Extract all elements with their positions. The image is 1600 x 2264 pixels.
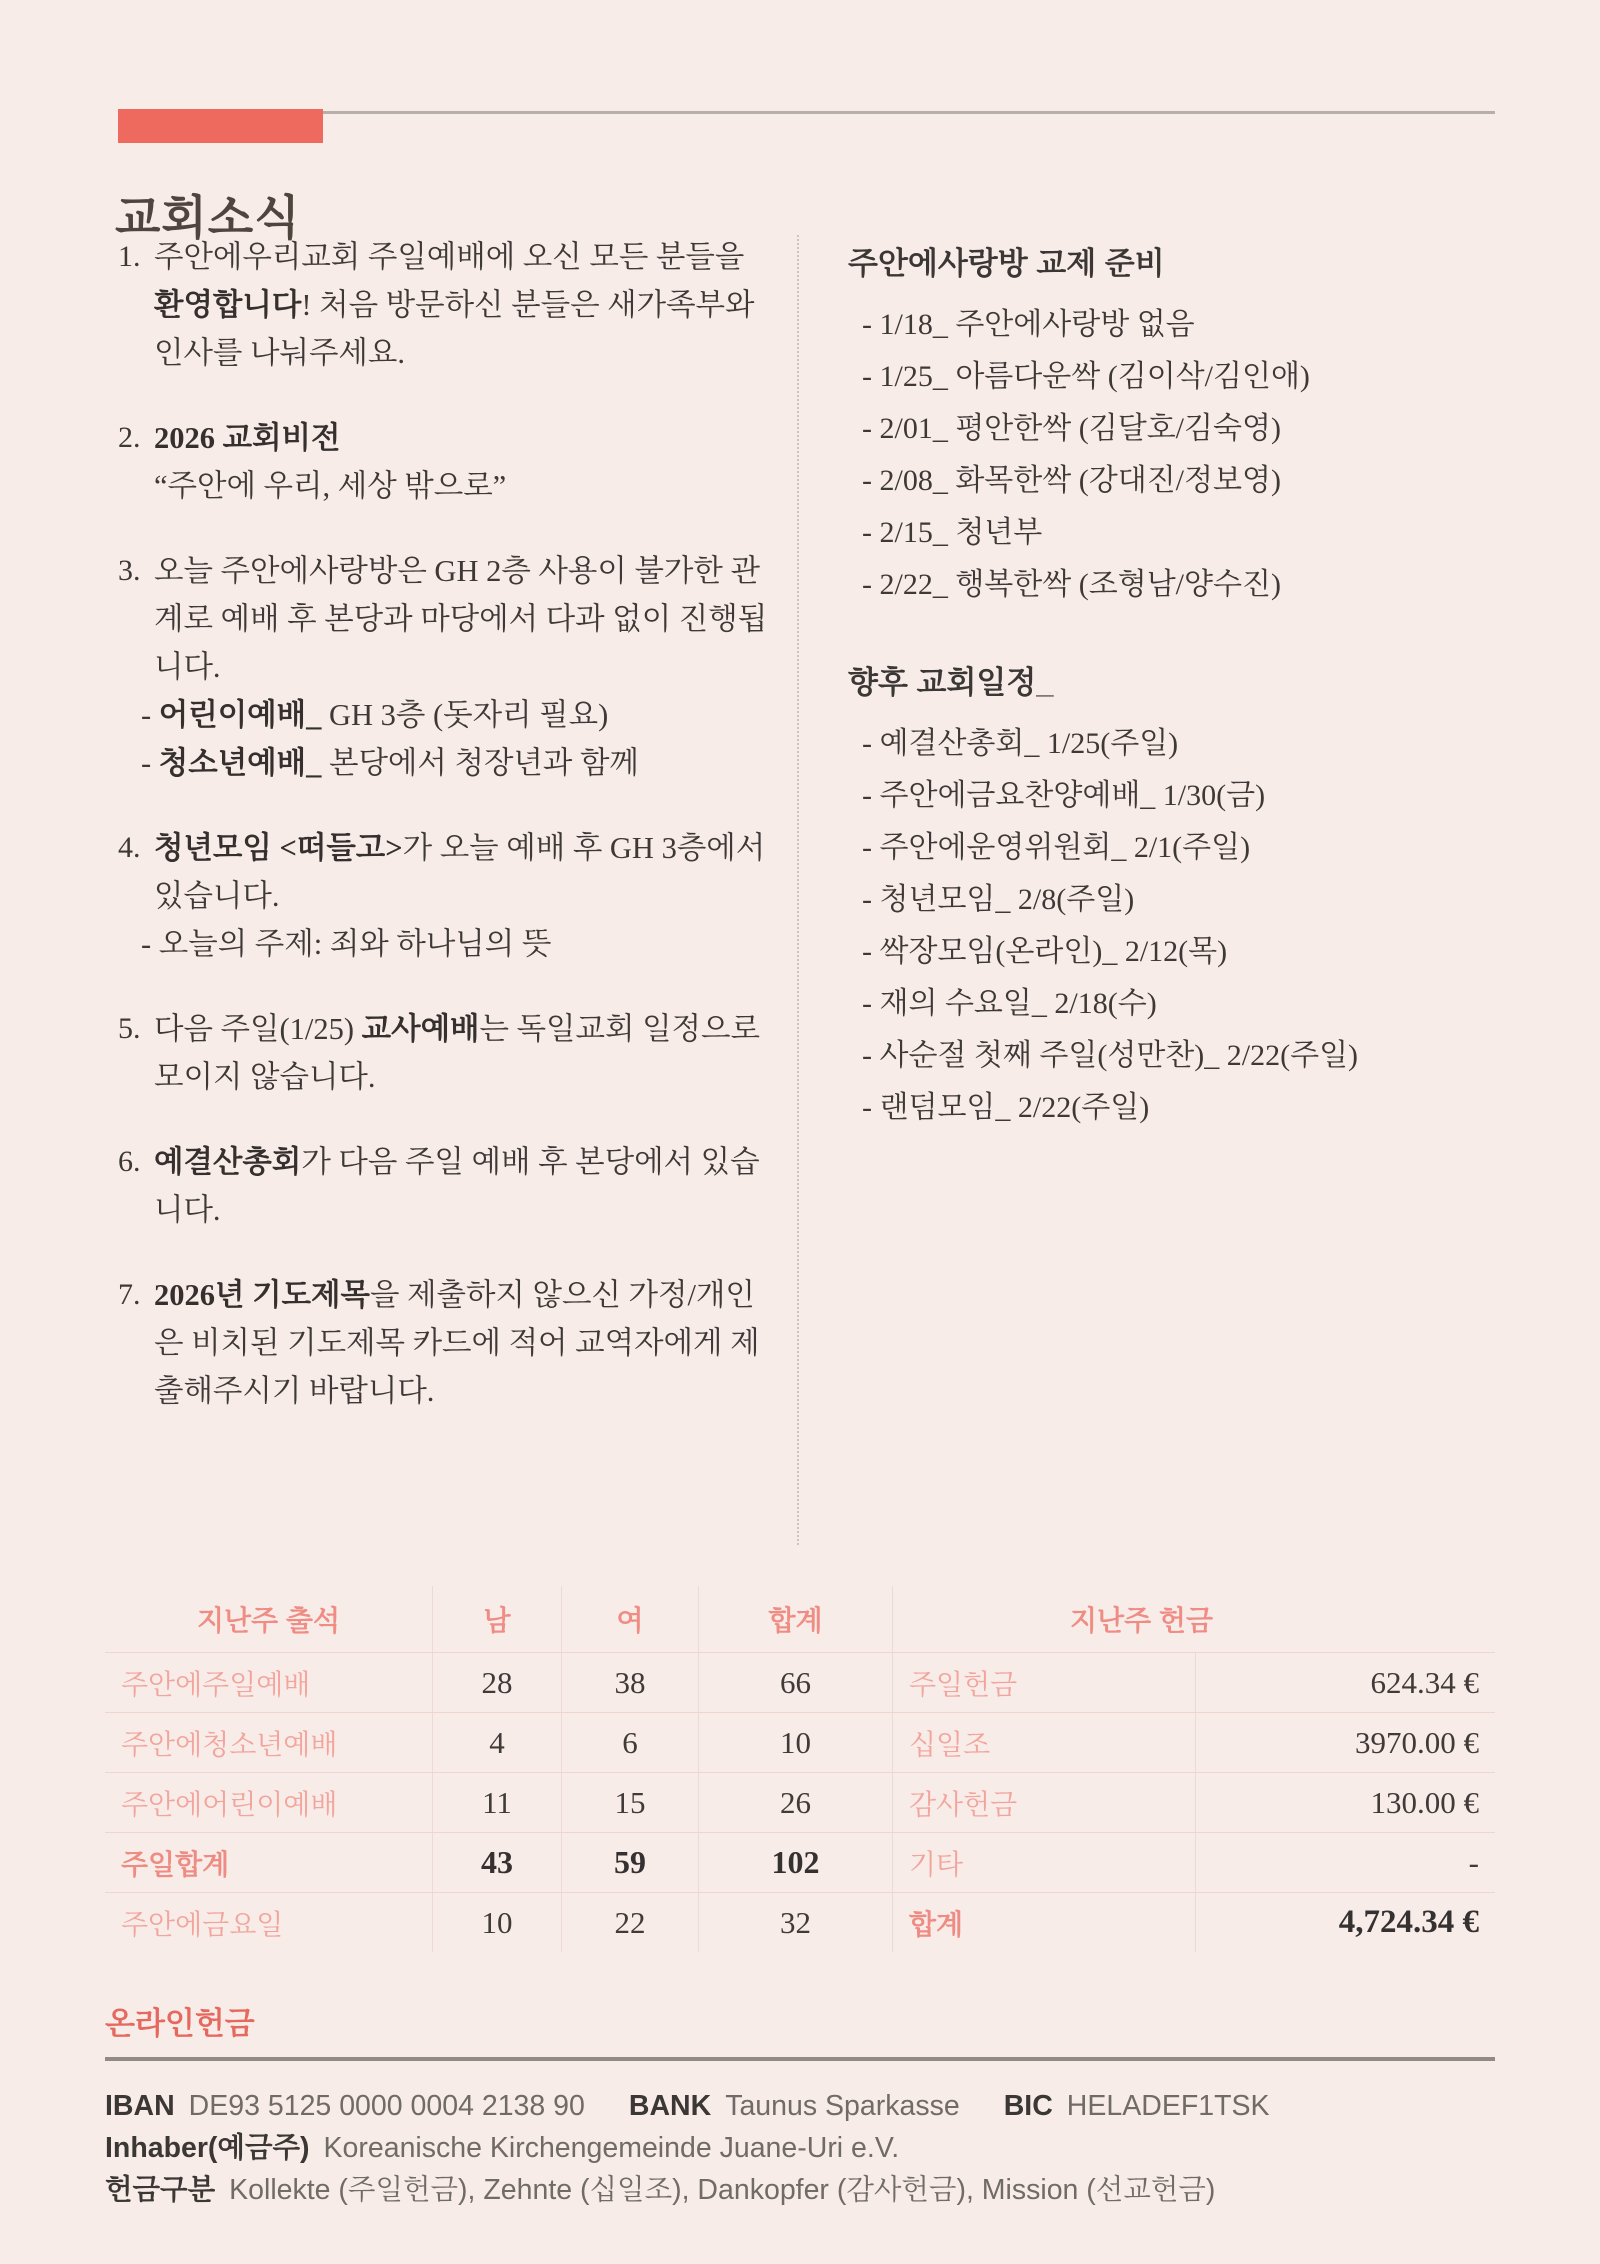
offering-label: 주일헌금 bbox=[893, 1653, 1196, 1712]
total-count: 102 bbox=[699, 1833, 893, 1892]
notice-item-5 bbox=[118, 1005, 770, 1101]
offering-total-amount: 4,724.34 € bbox=[1338, 1904, 1479, 1940]
bank-value: Taunus Sparkasse bbox=[725, 2090, 960, 2122]
offering-amount: 3970.00 € bbox=[1355, 1724, 1479, 1760]
text-segment: - 오늘의 주제: 죄와 하나님의 뜻 bbox=[141, 927, 552, 961]
offering-type-value: Kollekte (주일헌금), Zehnte (십일조), Dankopfer (감사헌금), Mission (선교헌금) bbox=[229, 2174, 1216, 2206]
item-body bbox=[154, 1271, 770, 1415]
bank-detail-line-2 bbox=[105, 2127, 1495, 2169]
item-text bbox=[154, 414, 770, 462]
bank-detail-line-3 bbox=[105, 2169, 1495, 2211]
bank-detail-line-1 bbox=[105, 2085, 1495, 2127]
text-segment: ! 처음 방문하신 분들은 새가족부와 인사를 나눠주세요. bbox=[154, 288, 755, 370]
item-number: 1. bbox=[118, 240, 141, 273]
total-count: 32 bbox=[699, 1893, 893, 1952]
text-segment-bold: 2026년 기도제목 bbox=[154, 1278, 370, 1312]
online-offering-title: 온라인헌금 bbox=[105, 2006, 255, 2041]
item-text bbox=[154, 824, 770, 920]
table-row bbox=[105, 1772, 1495, 1832]
notice-item-6 bbox=[118, 1138, 770, 1234]
item-number: 7. bbox=[118, 1278, 141, 1311]
bic-label: BIC bbox=[1003, 2090, 1053, 2122]
attendance-label: 주일합계 bbox=[105, 1833, 433, 1892]
text-segment-bold: 어린이예배_ bbox=[158, 698, 322, 732]
attendance-label: 주안에어린이예배 bbox=[105, 1773, 433, 1832]
online-offering-rule bbox=[105, 2057, 1495, 2061]
total-count: 10 bbox=[699, 1713, 893, 1772]
text-segment-bold: 2026 교회비전 bbox=[154, 421, 341, 455]
schedule-line: - 주안에운영위원회_ 2/1(주일) bbox=[862, 831, 1251, 864]
female-count: 38 bbox=[562, 1653, 699, 1712]
header-total: 합계 bbox=[699, 1586, 893, 1652]
schedule-line: - 2/08_ 화목한싹 (강대진/정보영) bbox=[862, 464, 1281, 497]
notice-item-2 bbox=[118, 414, 770, 510]
item-text bbox=[154, 547, 770, 691]
text-segment-bold: 청소년예배_ bbox=[158, 746, 322, 780]
table-row-sunday-total bbox=[105, 1832, 1495, 1892]
offering-label: 합계 bbox=[893, 1893, 1196, 1952]
schedule-line: - 재의 수요일_ 2/18(수) bbox=[862, 987, 1157, 1020]
iban-label: IBAN bbox=[105, 2090, 175, 2122]
table-header-row bbox=[105, 1586, 1495, 1652]
total-count: 26 bbox=[699, 1773, 893, 1832]
item-text bbox=[154, 1271, 770, 1415]
schedule-line: - 싹장모임(온라인)_ 2/12(목) bbox=[862, 935, 1228, 968]
schedule-line: - 청년모임_ 2/8(주일) bbox=[862, 883, 1135, 916]
attendance-offering-table bbox=[105, 1586, 1495, 1952]
item-number: 2. bbox=[118, 421, 141, 454]
header-male: 남 bbox=[433, 1586, 562, 1652]
text-segment: - bbox=[141, 746, 159, 780]
attendance-label: 주안에주일예배 bbox=[105, 1653, 433, 1712]
schedule-line: - 예결산총회_ 1/25(주일) bbox=[862, 727, 1179, 760]
announcements-column bbox=[118, 233, 770, 1452]
notice-item-7 bbox=[118, 1271, 770, 1415]
iban-value: DE93 5125 0000 0004 2138 90 bbox=[188, 2090, 585, 2122]
section-sarangbang-prep bbox=[848, 238, 1498, 611]
item-body bbox=[154, 414, 770, 510]
item-text: “주안에 우리, 세상 밖으로” bbox=[154, 469, 507, 503]
bic-value: HELADEF1TSK bbox=[1066, 2090, 1270, 2122]
text-segment: 본당에서 청장년과 함께 bbox=[321, 746, 639, 780]
text-segment: 는 독일교회 일정으로 모이지 않습니다. bbox=[154, 1012, 760, 1094]
item-body bbox=[154, 233, 770, 377]
header-offering: 지난주 헌금 bbox=[1069, 1605, 1214, 1636]
item-body bbox=[141, 824, 770, 968]
female-count: 59 bbox=[562, 1833, 699, 1892]
text-segment-bold: 환영합니다 bbox=[154, 288, 302, 322]
column-divider bbox=[797, 235, 799, 1545]
text-segment: 을 제출하지 않으신 가정/개인은 비치된 기도제목 카드에 적어 교역자에게 제출해주시기 바랍니다. bbox=[154, 1278, 760, 1408]
text-segment: 가 오늘 예배 후 GH 3층에서 있습니다. bbox=[154, 831, 766, 913]
notice-item-4 bbox=[118, 824, 770, 968]
text-segment: 주안에우리교회 주일예배에 오신 모든 분들을 bbox=[154, 240, 745, 274]
item-number: 6. bbox=[118, 1145, 141, 1178]
male-count: 4 bbox=[433, 1713, 562, 1772]
schedule-line: - 사순절 첫째 주일(성만찬)_ 2/22(주일) bbox=[862, 1039, 1359, 1072]
item-subtext bbox=[141, 691, 770, 739]
table-row bbox=[105, 1712, 1495, 1772]
total-count: 66 bbox=[699, 1653, 893, 1712]
text-segment: 가 다음 주일 예배 후 본당에서 있습니다. bbox=[154, 1145, 760, 1227]
item-text bbox=[154, 233, 770, 377]
offering-amount: 624.34 € bbox=[1370, 1664, 1479, 1700]
item-body bbox=[141, 547, 770, 787]
header-attendance: 지난주 출석 bbox=[105, 1586, 433, 1652]
offering-label: 기타 bbox=[893, 1833, 1196, 1892]
notice-item-3 bbox=[118, 547, 770, 787]
account-holder-value: Koreanische Kirchengemeinde Juane-Uri e.V. bbox=[323, 2132, 900, 2164]
offering-label: 십일조 bbox=[893, 1713, 1196, 1772]
item-subtext bbox=[141, 920, 770, 968]
schedule-line: - 2/22_ 행복한싹 (조형남/양수진) bbox=[862, 568, 1281, 601]
header-rule bbox=[118, 111, 1495, 114]
item-number: 5. bbox=[118, 1012, 141, 1045]
offering-amount: - bbox=[1468, 1844, 1479, 1880]
table-row bbox=[105, 1892, 1495, 1952]
female-count: 22 bbox=[562, 1893, 699, 1952]
item-text bbox=[154, 1005, 770, 1101]
item-body bbox=[154, 1138, 770, 1234]
notice-item-1 bbox=[118, 233, 770, 377]
text-segment: 다음 주일(1/25) bbox=[154, 1012, 362, 1046]
accent-bar bbox=[118, 109, 323, 143]
schedule-line: - 2/15_ 청년부 bbox=[862, 516, 1043, 549]
schedule-line: - 1/25_ 아름다운싹 (김이삭/김인애) bbox=[862, 360, 1310, 393]
text-segment: 오늘 주안에사랑방은 GH 2층 사용이 불가한 관계로 예배 후 본당과 마당에서 다과 없이 진행됩니다. bbox=[154, 554, 768, 684]
schedule-line: - 랜덤모임_ 2/22(주일) bbox=[862, 1091, 1150, 1124]
text-segment: - bbox=[141, 698, 159, 732]
item-text bbox=[154, 1138, 770, 1234]
male-count: 28 bbox=[433, 1653, 562, 1712]
item-body bbox=[154, 1005, 770, 1101]
online-offering-section bbox=[105, 1998, 1495, 2211]
offering-label: 감사헌금 bbox=[893, 1773, 1196, 1832]
section-title: 주안에사랑방 교제 준비 bbox=[848, 246, 1165, 281]
female-count: 15 bbox=[562, 1773, 699, 1832]
page-title: 교회소식 bbox=[115, 191, 301, 245]
text-segment: GH 3층 (돗자리 필요) bbox=[321, 698, 609, 732]
section-upcoming-events bbox=[848, 657, 1498, 1134]
text-segment-bold: 교사예배 bbox=[361, 1012, 480, 1046]
male-count: 43 bbox=[433, 1833, 562, 1892]
male-count: 11 bbox=[433, 1773, 562, 1832]
male-count: 10 bbox=[433, 1893, 562, 1952]
offering-amount: 130.00 € bbox=[1370, 1784, 1479, 1820]
item-number: 4. bbox=[118, 831, 141, 864]
section-title: 향후 교회일정_ bbox=[848, 665, 1054, 700]
attendance-label: 주안에청소년예배 bbox=[105, 1713, 433, 1772]
attendance-label: 주안에금요일 bbox=[105, 1893, 433, 1952]
item-subtext bbox=[141, 739, 770, 787]
text-segment-bold: 예결산총회 bbox=[154, 1145, 302, 1179]
female-count: 6 bbox=[562, 1713, 699, 1772]
header-female: 여 bbox=[562, 1586, 699, 1652]
schedule-line: - 주안에금요찬양예배_ 1/30(금) bbox=[862, 779, 1266, 812]
bank-label: BANK bbox=[628, 2090, 712, 2122]
schedule-column bbox=[848, 238, 1498, 1134]
text-segment-bold: 청년모임 <떠들고> bbox=[154, 831, 403, 865]
schedule-line: - 1/18_ 주안에사랑방 없음 bbox=[862, 308, 1195, 341]
item-number: 3. bbox=[118, 554, 141, 587]
account-holder-label: Inhaber(예금주) bbox=[105, 2132, 310, 2164]
schedule-line: - 2/01_ 평안한싹 (김달호/김숙영) bbox=[862, 412, 1281, 445]
offering-type-label: 헌금구분 bbox=[105, 2174, 216, 2206]
table-row bbox=[105, 1652, 1495, 1712]
